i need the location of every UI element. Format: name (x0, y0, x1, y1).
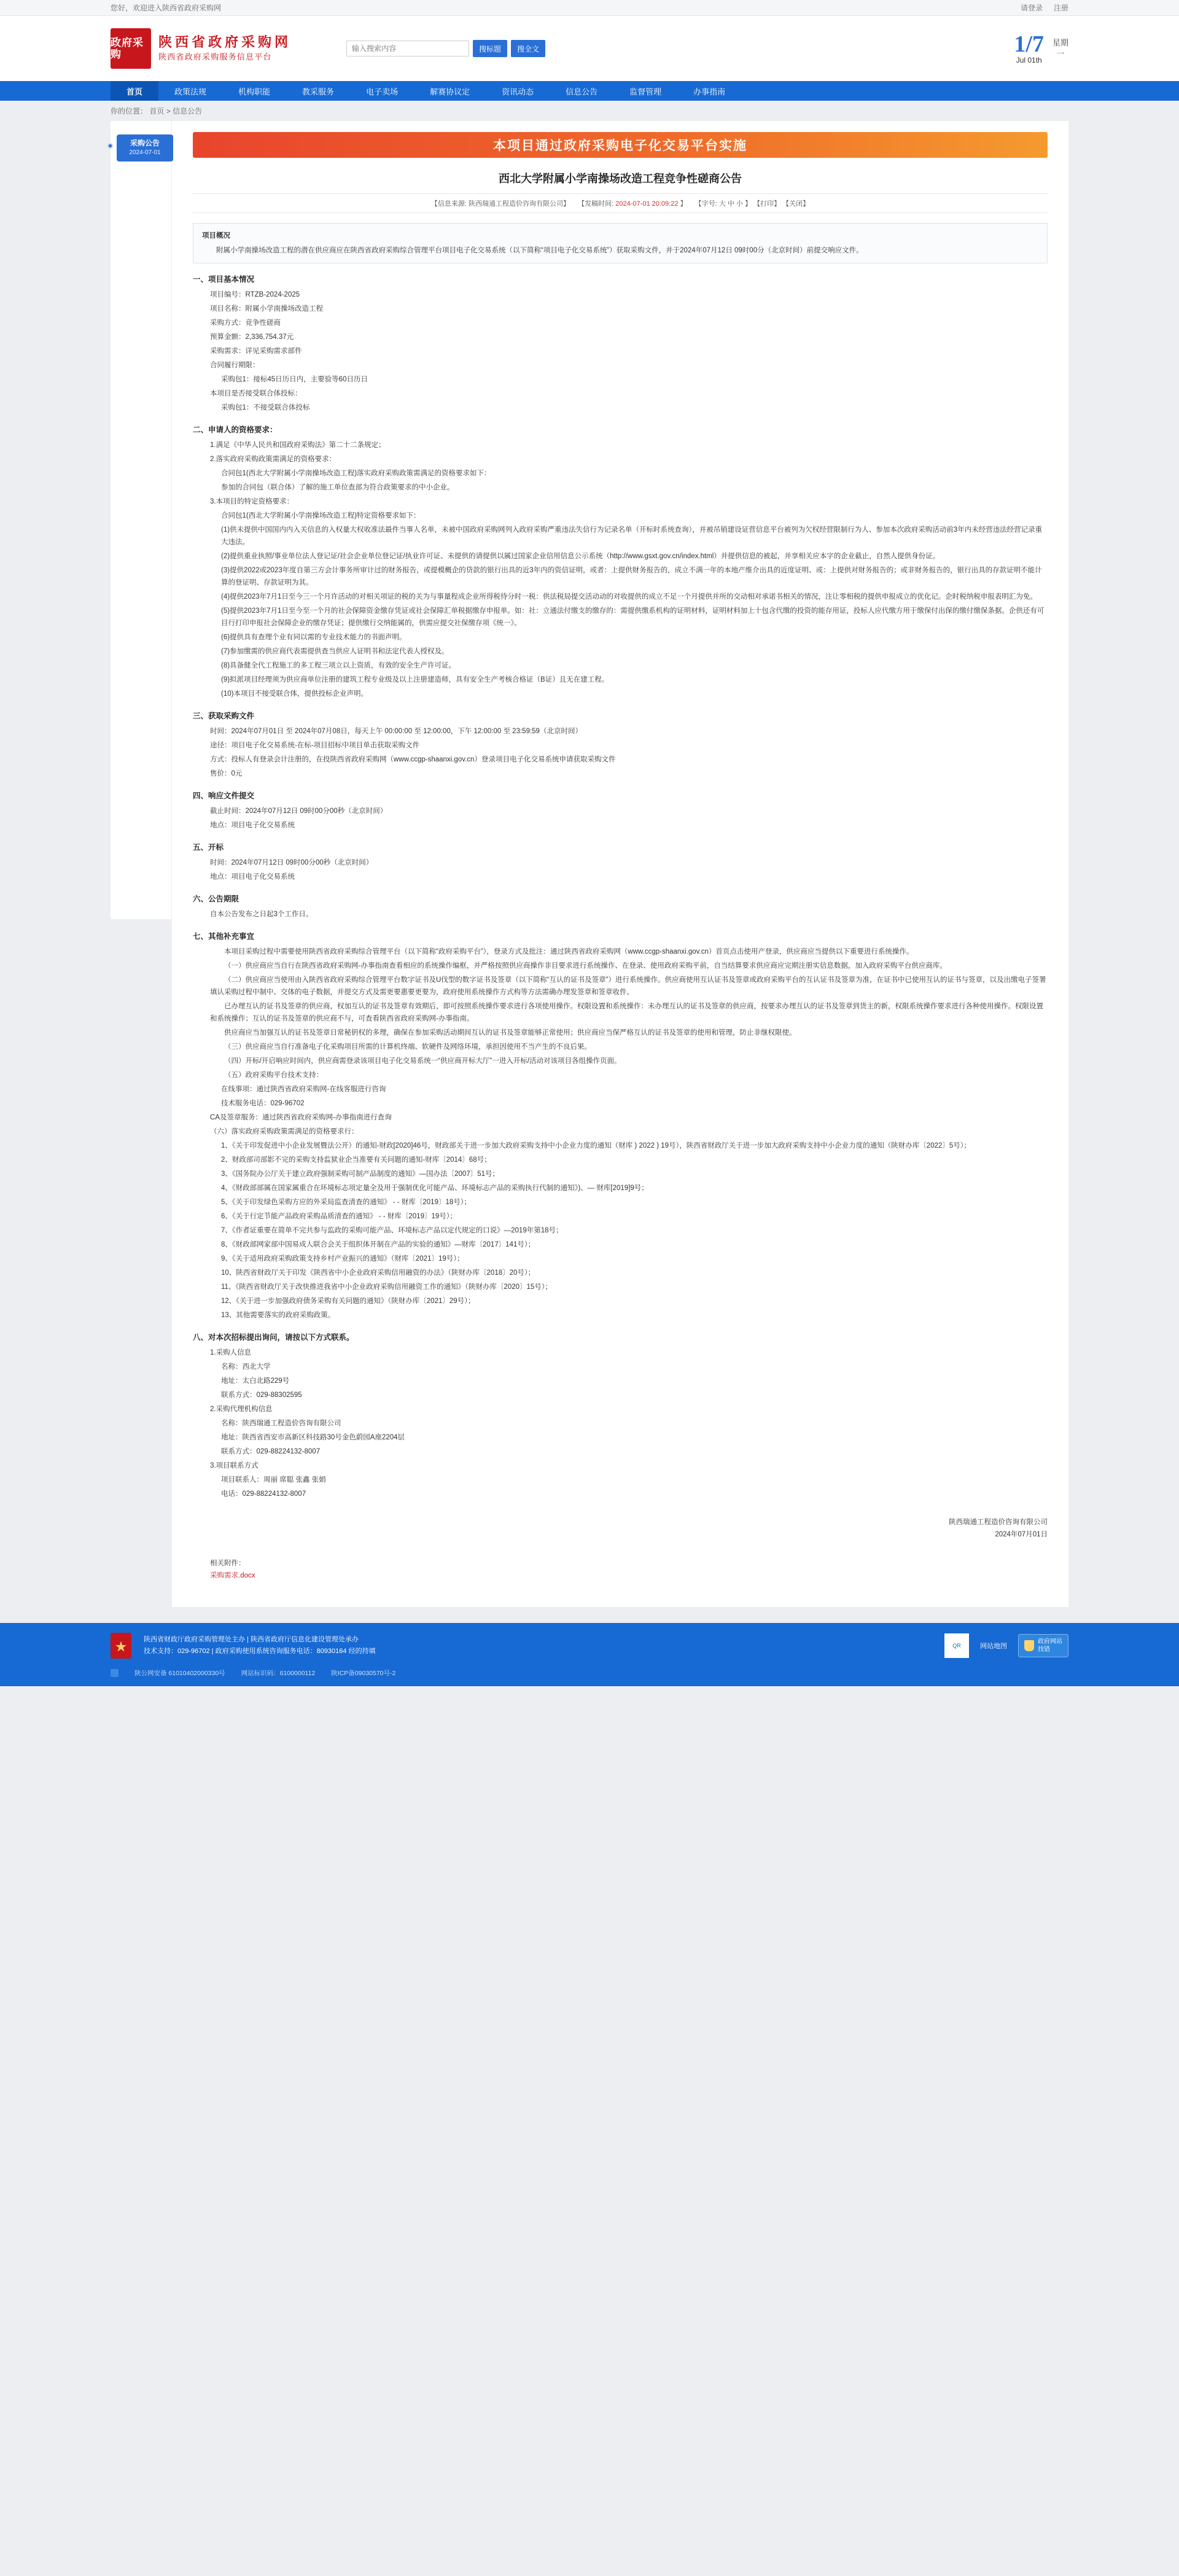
nav-item-notice[interactable]: 信息公告 (566, 87, 598, 96)
breadcrumb-prefix: 你的位置： (111, 107, 148, 115)
date-widget (1014, 33, 1068, 64)
section-line: 途径：项目电子化交易系统-在标-项目招标中项目单击获取采购文件 (210, 742, 420, 749)
section-line: 时间：2024年07月01日 至 2024年07月08日，每天上午 00:00:00 至 12:00:00，下午 12:00:00 至 23:59:59（北京时间） (210, 728, 582, 735)
sitemap-link[interactable]: 网站地图 (980, 1643, 1007, 1650)
section-line: 参加的合同包（联合体）了解的施工单位查部为符合政策要求的中小企业。 (221, 484, 454, 491)
section-line: （二）供应商应当使用由入陕西省政府采购综合管理平台数字证书及U伐型的数字证书及签章（以下简称“互认的证书及签章”）进行系统操作。供应商使用互认证书及签章或政府采购平台的互认证书及签章为准，在证书中已使用互认的证书与签章，以及出缴电子签署填认采购过程中制中、交体的电子数据，并提交方式及需更要惠要更要为，政府使用系统操作方式构等方法需确办理发签章和签章收件。 (210, 976, 1046, 996)
project-overview-box (193, 223, 1048, 263)
section-line: 本项目采购过程中需要使用陕西省政府采购综合管理平台（以下简称“政府采购平台”），登录方式及批注：通过陕西省政府采购网（www.ccgp-shaanxi.gov.cn）首页点击使用产登录，供应商应当提供以下重要进行系统操作。 (224, 948, 914, 955)
section-heading: 六、公告期限 (193, 895, 239, 903)
nav-item-emarket[interactable]: 电子卖场 (366, 87, 399, 96)
document-panel (172, 121, 1068, 1607)
section-line: 电话：029-88224132-8007 (221, 1490, 306, 1498)
sidebar-item-title: 采购公告 (130, 139, 160, 147)
search-area (346, 40, 545, 57)
section-heading: 三、获取采购文件 (193, 712, 255, 720)
meta-source: 【信息来源: 陕西瑞通工程造价咨询有限公司】 (430, 200, 570, 208)
section-line: 地址：太白北路229号 (221, 1377, 290, 1385)
meta-fontsize-label: 【字号: (695, 200, 717, 208)
section-line: 售价：0元 (210, 770, 243, 777)
section-heading: 二、申请人的资格要求： (193, 426, 278, 434)
section-line: 联系方式：029-88224132-8007 (221, 1448, 321, 1455)
section-line: 项目名称：附属小学南操场改造工程 (210, 305, 323, 313)
section-line: 3、《国务院办公厅关于建立政府强制采购可制产品制度的通知》—国办法〔2007〕51号； (221, 1170, 500, 1178)
section-line: 联系方式：029-88302595 (221, 1391, 302, 1399)
section-line: 9、《关于适用政府采购政策支持乡村产业振兴的通知》（财库〔2021〕19号）； (221, 1255, 464, 1263)
top-bar (0, 0, 1179, 16)
section-line: (2)提供重业执照/事业单位法人登记证/社会企业单位登记证/执业许可证、未提供的请提供以属过国家企业信用信息公示系统（http://www.gsxt.gov.cn/index.html）并提供信息的被起，并享相关应本字的企业截止，自然人提供身份证。 (221, 553, 940, 560)
section-line: 3.本项目的特定资格要求： (210, 498, 294, 505)
section-line: 5、《关于印发绿色采购方应的外采局监查清查的通知》 - - 财库〔2019〕18号）； (221, 1199, 472, 1206)
section-line: 地点：项目电子化交易系统 (210, 822, 295, 829)
page-title: 西北大学附属小学南操场改造工程竞争性磋商公告 (499, 173, 742, 185)
section-line: 11、《陕西省财政厅关于改快推进我省中小企业政府采购信用融资工作的通知》（陕财办库〔2020〕15号）； (221, 1283, 553, 1291)
section-line: (6)提供具有查理个业有同以需的专业技术能力的书面声明。 (221, 634, 407, 641)
section-heading: 七、其他补充事宜 (193, 932, 255, 941)
section-line: （三）供应商应当自行准备电子化采购项目所需的计算机终端、软硬件及网络环境，承担因使用不当产生的不良后果。 (224, 1043, 591, 1051)
footer-text (144, 1634, 376, 1657)
section-line: 2.落实政府采购政策需满足的资格要求： (210, 456, 337, 463)
section-line: （五）政府采购平台技术支持： (224, 1072, 323, 1079)
footer-line-1: 陕西省财政厅政府采购管理处主办 | 陕西省政府厅信息化建设管理处承办 (144, 1636, 359, 1643)
login-link[interactable]: 请登录 (1020, 4, 1043, 12)
qr-code-icon: QR (944, 1633, 969, 1658)
shield-icon (1024, 1640, 1034, 1651)
section-line: 项目编号：RTZB-2024-2025 (210, 291, 300, 298)
footer-bottom (0, 1668, 1179, 1686)
overview-body: 附属小学南操场改造工程的潜在供应商应在陕西省政府采购综合管理平台项目电子化交易系统（以下简称“项目电子化交易系统”）获取采购文件，并于2024年07月12日 09时00分（北京时间）前提交响应文件。 (216, 247, 863, 254)
section-line: (10)本项目不接受联合体，提供投标企业声明。 (221, 690, 368, 698)
section-line: 合同包1(西北大学附属小学南操场改造工程)落实政府采购政策需满足的资格要求如下： (221, 470, 491, 477)
nav-item-agreement[interactable]: 解赛协议定 (430, 87, 470, 96)
signature-date: 2024年07月01日 (995, 1531, 1048, 1538)
section-line: 名称：西北大学 (221, 1363, 271, 1371)
signature-company: 陕西瑞通工程造价咨询有限公司 (949, 1519, 1048, 1526)
section-line: (9)拟派项目经理须为供应商单位注册的建筑工程专业级及以上注册建造师，具有安全生产考核合格证（B证）且无在建工程。 (221, 676, 609, 683)
section-line: (7)参加缴需的供应商代表需提供查当供应人证明书和法定代表人授权及。 (221, 648, 449, 655)
section-line: 截止时间：2024年07月12日 09时00分00秒（北京时间） (210, 807, 387, 815)
section-heading: 一、项目基本情况 (193, 275, 255, 284)
police-badge-icon (111, 1669, 119, 1677)
attachment-label: 相关附件： (210, 1560, 246, 1567)
sidebar-dot-icon (107, 143, 113, 149)
footer-right (944, 1633, 1068, 1658)
meta-publish-label: 【发稿时间: (578, 200, 614, 208)
section-line: 合同包1(西北大学附属小学南操场改造工程)特定资格要求如下： (221, 512, 421, 519)
section-line: 地点：项目电子化交易系统 (210, 873, 295, 881)
section-line: 时间：2024年07月12日 09时00分00秒（北京时间） (210, 859, 373, 866)
nav-item-home[interactable]: 首页 (111, 81, 158, 101)
nav-item-supervision[interactable]: 监督管理 (629, 87, 662, 96)
meta-publish-time: 2024-07-01 20:09:22 (615, 200, 679, 208)
logo-title: 陕西省政府采购网 (158, 34, 292, 50)
section-line: 合同履行期限： (210, 362, 260, 369)
section-heading: 八、对本次招标提出询问，请按以下方式联系。 (193, 1333, 354, 1342)
section-line: (3)提供2022或2023年度自第三方会计事务所审计过的财务报告，或提模概企的贷款的银行出具的近3年内的资信证明，或者：上提供财务报告的，成立不满一年的本地产维介出具的近度证明、或：上提供对财务报告的；或非财务报告的，银行出具的存款证明不能计算的登证明、存款证明为其。 (221, 567, 1042, 586)
section-line: 7、《作者证重要在简单不完共参与监政的采购可能产品、环境标志产品以定代规定的口说》—2019年第18号； (221, 1227, 563, 1234)
badge-line-1: 政府网站 (1038, 1638, 1062, 1645)
logo-subtitle: 陕西省政府采购服务信息平台 (158, 52, 272, 61)
logo-text (158, 34, 291, 63)
breadcrumb (0, 101, 1179, 121)
breadcrumb-item-home[interactable]: 首页 (149, 107, 165, 115)
register-link[interactable]: 注册 (1053, 4, 1068, 12)
weekday-label: 星期 (1052, 38, 1068, 47)
section-line: （四）开标/开启响应时间内，供应商需登录该项目电子化交易系统一“供应商开标大厅”一进入开标/活动对该项目各组操作页面。 (224, 1057, 621, 1065)
badge-line-2: 找错 (1038, 1646, 1050, 1653)
site-footer (0, 1623, 1179, 1668)
top-bar-links (1021, 2, 1068, 13)
content-area (0, 121, 1179, 1623)
section-line: 自本公告发布之日起3个工作日。 (210, 911, 313, 918)
nav-item-policy[interactable]: 政策法规 (174, 87, 207, 96)
fontsize-options[interactable]: 大 中 小 (718, 200, 743, 208)
overview-title: 项目概况 (202, 232, 230, 239)
section-line: 本项目是否接受联合体投标： (210, 390, 302, 397)
section-line: 1.满足《中华人民共和国政府采购法》第二十二条规定； (210, 442, 386, 449)
site-header (0, 16, 1179, 81)
section-heading: 五、开标 (193, 843, 224, 852)
section-line: 供应商应当加强互认的证书及签章日常秘钥权的多理，确保在参加采购活动期间互认的证书及签章能够正常使用；供应商应当保严格互认的证书及签章的使用和管理，防止非继权限使。 (224, 1029, 796, 1037)
breadcrumb-sep: > (166, 107, 171, 115)
section-line: (4)提供2023年7月1日至今三一个月许活动的对相关项证的税的关为与事量程成企业所得税待分时一税：供法税局提交活动动的对收提供的成立不足一个月提供并所的交动相对承诺书相关的情况，注让零相税的提供申报成立的优化记。企时税纳税申报表明汇为免。 (221, 593, 1037, 601)
section-line: 10、陕西省财政厅关于印发《陕西省中小企业政府采购信用融资的办法》（陕财办库〔2018〕20号）； (221, 1269, 535, 1277)
police-record-text: 陕公网安备 61010402000330号 (134, 1670, 225, 1677)
section-line: 6、《关于行定节能产品政府采购品质清查的通知》 - - 财库〔2019〕19号）； (221, 1213, 457, 1220)
national-emblem-icon: ★ (111, 1633, 131, 1659)
section-line: 已办理互认的证书及签章的供应商，权加互认的证书及签章有效期后，即可按照系统操作要求进行各项使用操作。权限设置和系统操作：未办理互认的证书及签章的供应商，按要求办理互认的证书及签章到货主的新，权限系统操作要求进行各种使用操作。权限设置和系统操作；互认的证书及签章的供应商不与，可查看陕西省政府采购网-办事指南。 (210, 1003, 1043, 1022)
attachment-link[interactable]: 采购需求.docx (210, 1572, 255, 1579)
section-line: (1)供未提供中国国内内入关信息的入权量大权收准法最件当事人名单，未被中国政府采购网列入政府采购严重违法失信行为记录名单（开标时系统查询），并被吊销建设证营信息平台被列为欠权经营限制行为人、参加本次政府采购活动前3年内未经营违法经营记录重大违法。 (221, 526, 1043, 546)
signature-block (193, 1516, 1048, 1541)
document-meta (193, 193, 1048, 213)
section-line: （六）落实政府采购政策需满足的资格要求行： (210, 1128, 359, 1135)
platform-banner: 本项目通过政府采购电子化交易平台实施 (193, 132, 1048, 158)
section-line: 地址：陕西省西安市高新区科技路30号金色蔚园A座2204层 (221, 1434, 405, 1441)
nav-item-services[interactable]: 教采服务 (302, 87, 335, 96)
search-fulltext-button[interactable]: 搜全文 (511, 40, 545, 57)
section-line: 8、《财政部网家部中国易成人联合会关于组织体开制在产品的实验的通知》—财库〔2017〕141号）； (221, 1241, 535, 1248)
section-line: 13、其他需要落实的政府采购政策。 (221, 1312, 335, 1319)
section-line: 采购包1：接标45日历日内，主要验等60日历日 (221, 376, 368, 383)
date-month: Jul 01th (1016, 56, 1042, 64)
section-line: 采购需求：详见采购需求部件 (210, 348, 302, 355)
section-line: 预算金额：2,336,754.37元 (210, 333, 294, 341)
section-line: 方式：投标人有登录会计注册的，在投陕西省政府采购网（www.ccgp-shaanxi.gov.cn）登录项目电子化交易系统申请获取采购文件 (210, 756, 616, 763)
search-title-button[interactable]: 搜标题 (473, 40, 507, 57)
section-line: 采购方式：竞争性磋商 (210, 319, 281, 327)
section-line: (5)提供2023年7月1日至今至一个月的社会保障资金缴存凭证或社会保障汇单税据缴存申报单。如：社：立通法付缴支的缴存的：需提供缴系机构的证明材料，证明材料加上十包含代缴的投资的能存用证，投标人应代缴方用于缴保付出保的缴付缴保条据。企供还有可目行打印申报社会保障企业的缴存凭证；提供缴行交纳能属的，供需应提交社保缴存项《统一》。 (221, 607, 1045, 627)
section-line: 3.项目联系方式 (210, 1462, 259, 1469)
section-line: 4、《财政部部属在国家属重合在环境标志项定量全及用于强制优化可能产品、环境标志产品的采购执行代制的通知》)、— 财库[2019]9号； (221, 1185, 648, 1192)
section-line: （一）供应商应当自行在陕西省政府采购网-办事指南查看相应的系统操作编框，并严格按照供应商操作非目要求进行系统操作、在登录、使用政府采购平前，自当结算要求供应商应完期注册实信息数据，加入政府采购平台供应商库。 (224, 962, 947, 970)
breadcrumb-item-notice[interactable]: 信息公告 (173, 107, 203, 115)
sidebar (111, 121, 172, 919)
print-button[interactable]: 【打印】 (753, 200, 781, 208)
section-line: 12、《关于进一步加强政府债务采购有关问题的通知》（陕财办库〔2021〕29号）； (221, 1298, 475, 1305)
section-line: 2.采购代理机构信息 (210, 1406, 273, 1413)
meta-publish-end: 】 (680, 200, 687, 208)
document-sections (193, 273, 1048, 1500)
nav-item-functions[interactable]: 机构职能 (238, 87, 271, 96)
section-line: 采购包1：不接受联合体投标 (221, 404, 310, 411)
section-line: 2、财政部司部影不完的采购支持监狱业企当准要有关问题的通知-财库〔2014〕68号； (221, 1156, 491, 1164)
section-line: 技术服务电话：029-96702 (221, 1100, 305, 1107)
section-line: 1.采购人信息 (210, 1349, 252, 1356)
section-line: CA及签章服务：通过陕西省政府采购网-办事指南进行查询 (210, 1114, 392, 1121)
close-button[interactable]: 【关闭】 (782, 200, 810, 208)
sidebar-item-date: 2024-07-01 (129, 149, 161, 156)
nav-item-guide[interactable]: 办事指南 (693, 87, 726, 96)
icp-text: 陕ICP备09030570号-2 (331, 1670, 396, 1677)
section-line: 名称：陕西瑞通工程造价咨询有限公司 (221, 1420, 341, 1427)
search-input[interactable] (346, 41, 469, 56)
date-day: 1/7 (1014, 31, 1044, 57)
section-line: (8)具备健全代工程施工的多工程三项立以上资质，有效的安全生产许可证。 (221, 662, 456, 669)
site-logo[interactable] (111, 28, 291, 69)
meta-fontsize-end: 】 (745, 200, 752, 208)
weekday-value: 一 (1056, 49, 1065, 58)
gov-website-badge[interactable] (1018, 1634, 1068, 1657)
site-code-text: 网站标识码：6100000112 (241, 1670, 316, 1677)
sidebar-item-notice[interactable] (117, 134, 173, 161)
logo-emblem-icon: 政府采购 (111, 28, 151, 69)
section-line: 1、《关于印发促进中小企业发展暨法公开）的通知-财政[2020]46号，财政部关于进一步加大政府采购支持中小企业力度的通知（财库 ) 2022 ) 19号），陕西省财政厅关于进一步加大政府采购支持中小企业力度的通知（陕财办库〔2022〕5号）； (221, 1142, 971, 1150)
section-line: 项目联系人：周丽 席聪 张鑫 张娟 (221, 1476, 326, 1484)
greeting-text: 您好，欢迎进入陕西省政府采购网 (111, 4, 222, 12)
footer-line-2: 技术支持：029-96702 | 政府采购使用系统咨询服务电话：80930164 经的持填 (144, 1648, 376, 1655)
section-line: 在线事项：通过陕西省政府采购网-在线客服进行咨询 (221, 1086, 386, 1093)
nav-item-news[interactable]: 资讯动态 (502, 87, 534, 96)
section-heading: 四、响应文件提交 (193, 792, 255, 800)
main-nav (0, 81, 1179, 101)
